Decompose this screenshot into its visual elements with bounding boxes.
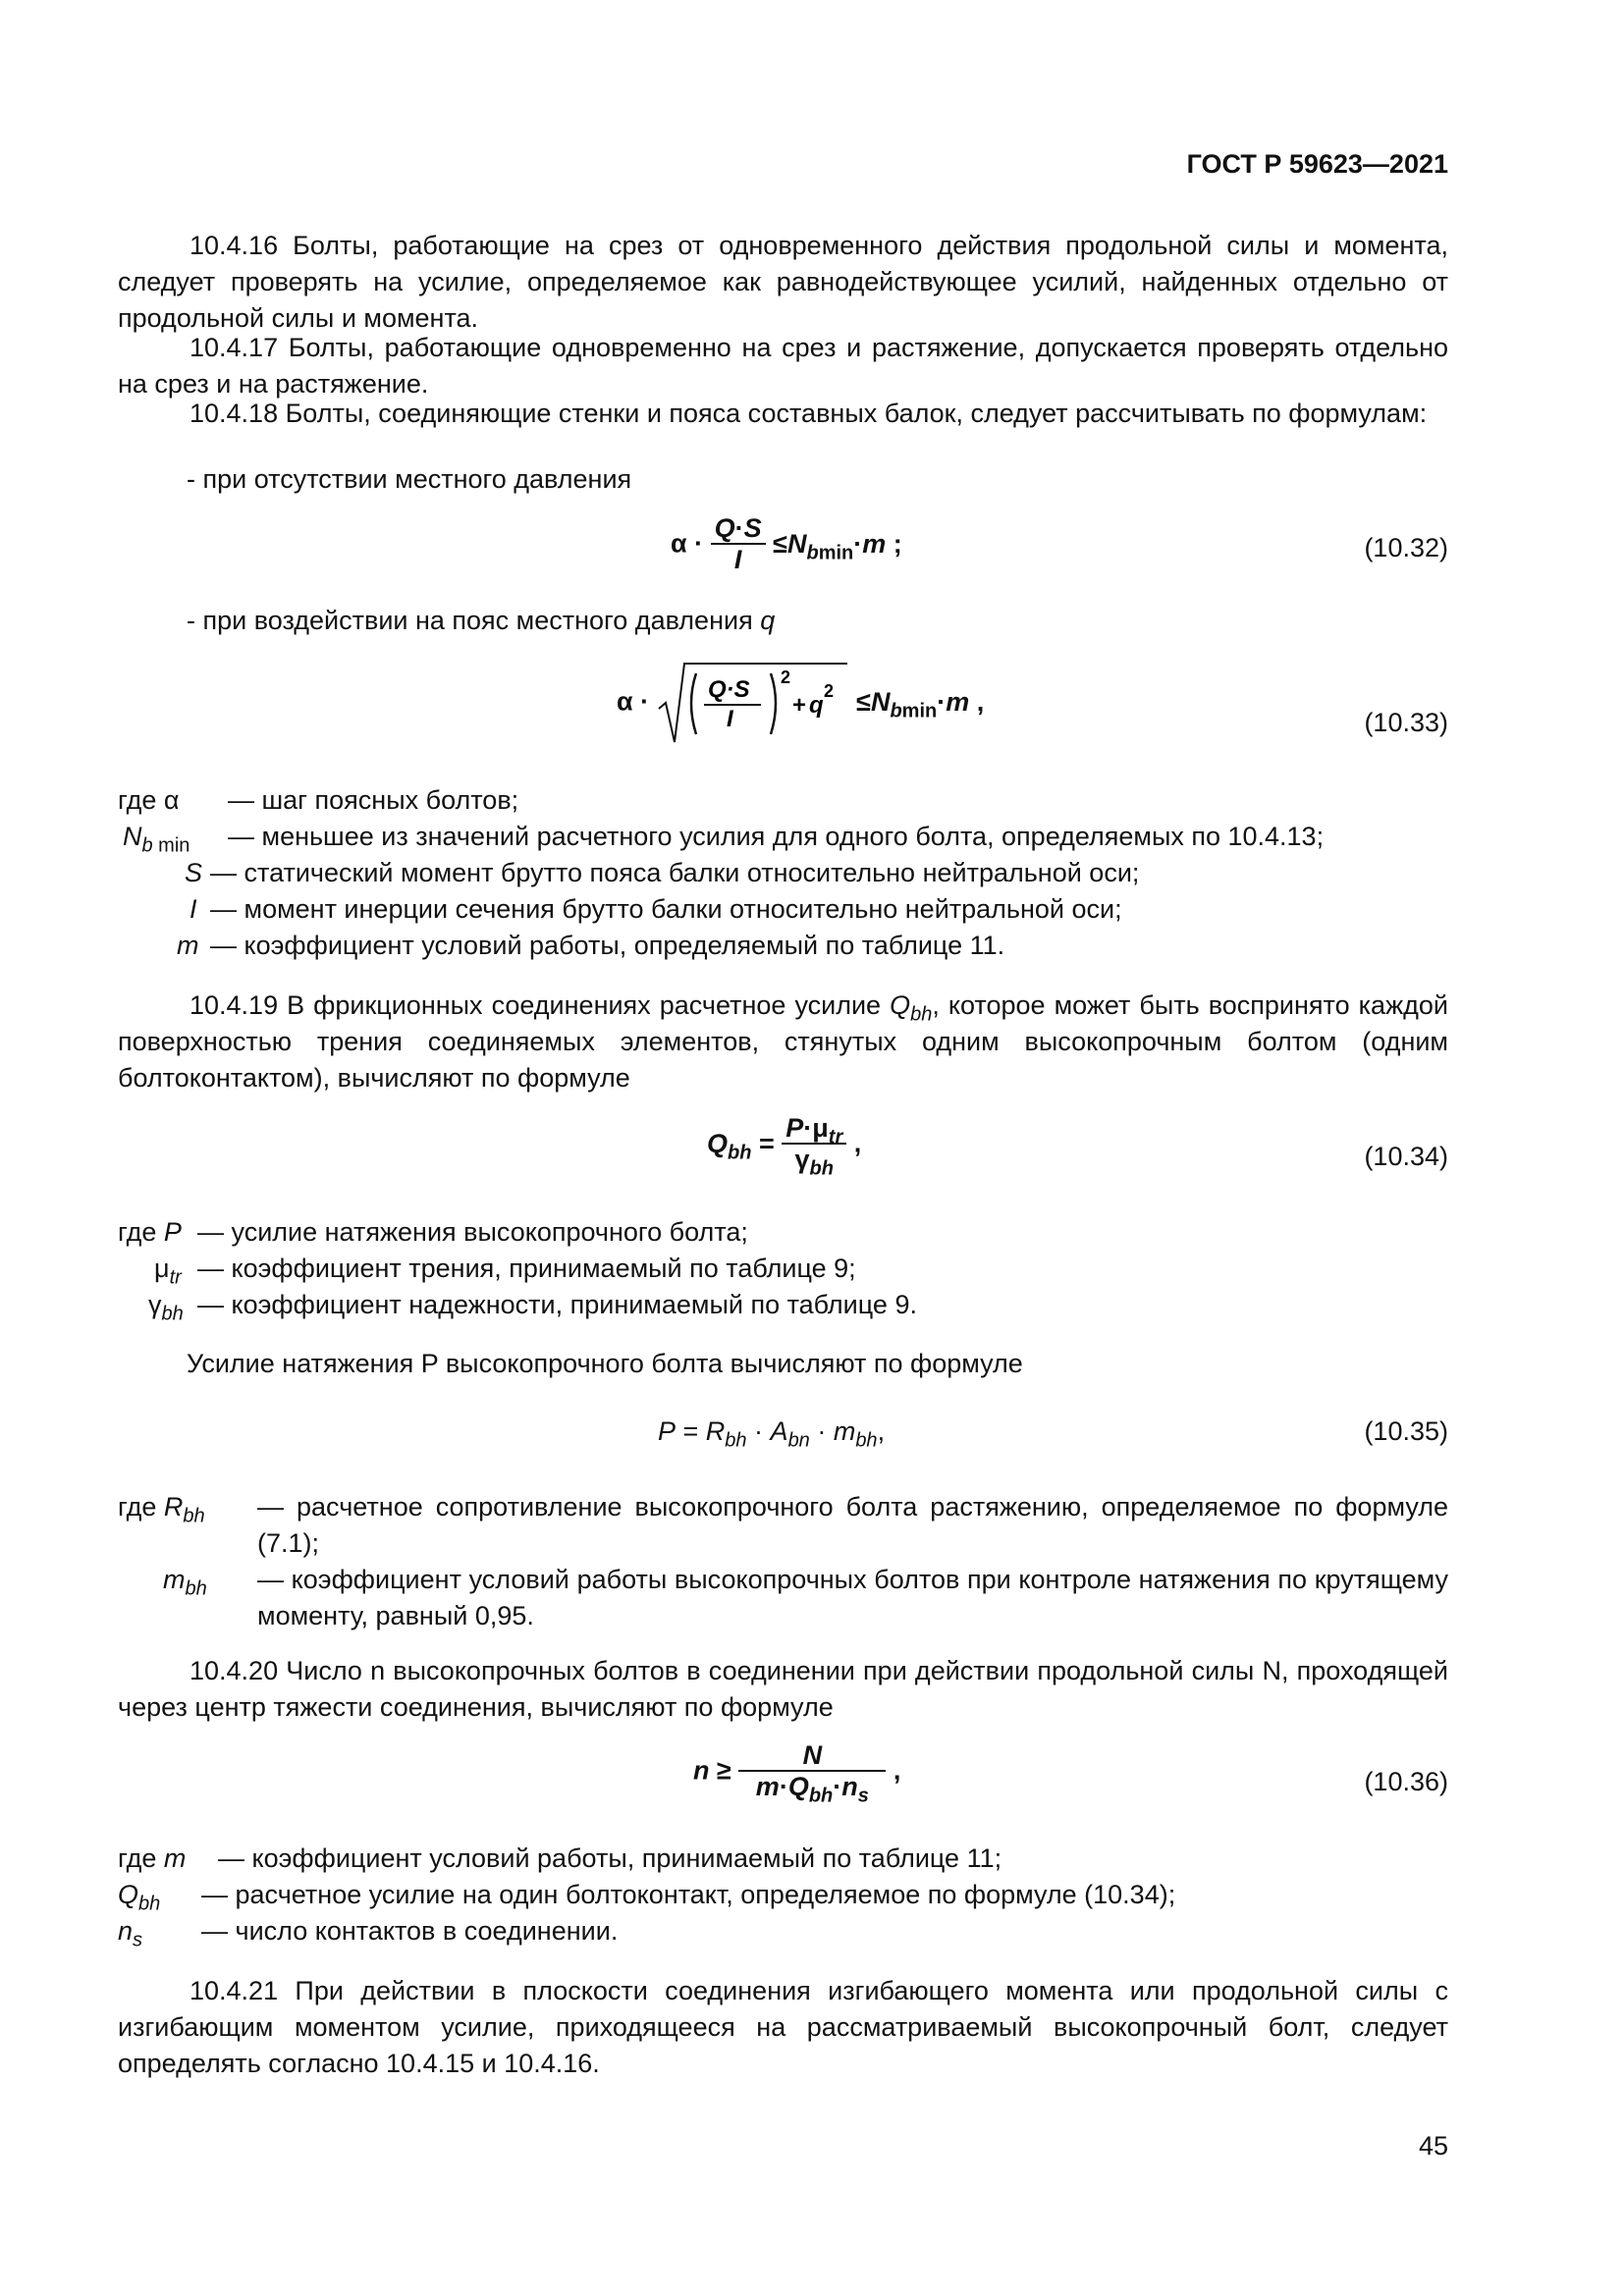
svg-text:+: +	[791, 692, 806, 719]
where-gamma-text: — коэффициент надежности, принимаемый по таблице 9.	[197, 1290, 917, 1319]
where-i-text: — момент инерции сечения брутто балки относительно нейтральной оси;	[210, 894, 1122, 924]
where-p-label: где P	[118, 1217, 182, 1247]
where-s-label: S	[185, 858, 203, 887]
where-mbh-text: — коэффициент условий работы высокопрочных болтов при контроле натяжения по крутящему моменту, равный 0,95.	[257, 1565, 1448, 1630]
sqrt-symbol	[657, 658, 849, 746]
equation-number-10-33: (10.33)	[1364, 708, 1448, 737]
where-m-label: m	[177, 931, 199, 960]
where-m2-label: где m	[118, 1843, 187, 1873]
formula-10-32: α · $\frac{Q\cdot S}{I}$ $\le N_{bmin}\cdot m$ ;	[671, 513, 902, 574]
paragraph-10-4-21: 10.4.21 При действии в плоскости соединения изгибающего момента или продольной силы с изгибающим моментом усилие, приходящееся на рассматриваемый высокопрочный болт, следует определять согласно 10.4.15 и 10.4.16.	[118, 1976, 1448, 2078]
paragraph-10-4-16: 10.4.16 Болты, работающие на срез от одновременного действия продольной силы и момента, следует проверять на усилие, определяемое как равнодействующее усилий, найденных отдельно от продольной силы и момента.	[118, 231, 1448, 333]
where-alpha-label: где α	[118, 785, 180, 815]
where-m-text: — коэффициент условий работы, определяемый по таблице 11.	[210, 931, 1005, 960]
formula-10-33: α · Q·S I 2 + q 2 $\le N_{bmin}\cdot m$ ,	[617, 658, 984, 746]
where-mu-text: — коэффициент трения, принимаемый по таблице 9;	[197, 1254, 856, 1283]
equation-number-10-35: (10.35)	[1364, 1416, 1448, 1446]
where-qbh-text: — расчетное усилие на один болтоконтакт, определяемое по формуле (10.34);	[201, 1880, 1176, 1909]
paragraph-10-4-20: 10.4.20 Число n высокопрочных болтов в соединении при действии продольной силы N, проходящей через центр тяжести соединения, вычисляют по формуле	[118, 1656, 1448, 1722]
formula-10-36: n ≥ $\frac{N}{m\cdot Q_{bh}\cdot n_s}$ ,	[693, 1740, 901, 1807]
formula-10-34: $Q_{bh}$ = $\frac{P\cdot\mu_{tr}}{\gamma_{bh}}$ ,	[707, 1113, 862, 1180]
bullet-local-pressure: - при воздействии на пояс местного давления q	[187, 606, 776, 635]
where-i-label: I	[189, 894, 197, 924]
equation-number-10-32: (10.32)	[1364, 533, 1448, 562]
where-rbh-text: — расчетное сопротивление высокопрочного болта растяжению, определяемое по формуле (7.1);	[257, 1492, 1448, 1558]
paragraph-10-4-17: 10.4.17 Болты, работающие одновременно на срез и растяжение, допускается проверять отдельно на срез и на растяжение.	[118, 333, 1448, 399]
where-nb-text: — меньшее из значений расчетного усилия для одного болта, определяемых по 10.4.13;	[228, 822, 1325, 851]
where-mu-label: $\mu_{tr}$	[154, 1254, 182, 1289]
where-qbh-label: $Q_{bh}$	[118, 1880, 161, 1915]
paragraph-10-4-19: 10.4.19 В фрикционных соединениях расчетное усилие $Q_{bh}$, которое может быть воспринято каждой поверхностью трения соединяемых элементов, стянутых одним высокопрочным болтом (одним болтоконтактом), вычисляют по формуле	[118, 990, 1448, 1093]
document-header: ГОСТ Р 59623—2021	[1186, 149, 1448, 179]
where-rbh-label: где $R_{bh}$	[118, 1492, 205, 1527]
equation-number-10-36: (10.36)	[1364, 1767, 1448, 1796]
equation-number-10-34: (10.34)	[1364, 1142, 1448, 1171]
where-nb-label: $N_{b min}$	[123, 822, 190, 857]
paragraph-10-4-18: 10.4.18 Болты, соединяющие стенки и пояса составных балок, следует рассчитывать по формулам:	[189, 399, 1428, 428]
svg-text:Q·S: Q·S	[707, 676, 750, 703]
paragraph-p-force: Усилие натяжения P высокопрочного болта вычисляют по формуле	[187, 1349, 1023, 1378]
where-alpha-text: — шаг поясных болтов;	[228, 785, 519, 815]
where-p-text: — усилие натяжения высокопрочного болта;	[197, 1217, 748, 1247]
where-m2-text: — коэффициент условий работы, принимаемый по таблице 11;	[218, 1843, 1002, 1873]
where-s-text: — статический момент брутто пояса балки относительно нейтральной оси;	[210, 858, 1140, 887]
bullet-no-local-pressure: - при отсутствии местного давления	[187, 464, 632, 494]
formula-10-35: $P = R_{bh} \cdot A_{bn} \cdot m_{bh}$,	[658, 1416, 886, 1452]
svg-text:q: q	[808, 692, 824, 719]
where-mbh-label: $m_{bh}$	[163, 1565, 207, 1600]
where-ns-label: $n_s$	[118, 1916, 143, 1951]
svg-text:2: 2	[780, 667, 790, 687]
where-gamma-label: $\gamma_{bh}$	[148, 1290, 184, 1325]
page-number: 45	[1418, 2131, 1448, 2161]
svg-text:2: 2	[823, 681, 834, 701]
where-ns-text: — число контактов в соединении.	[201, 1916, 619, 1946]
svg-text:I: I	[726, 706, 733, 732]
